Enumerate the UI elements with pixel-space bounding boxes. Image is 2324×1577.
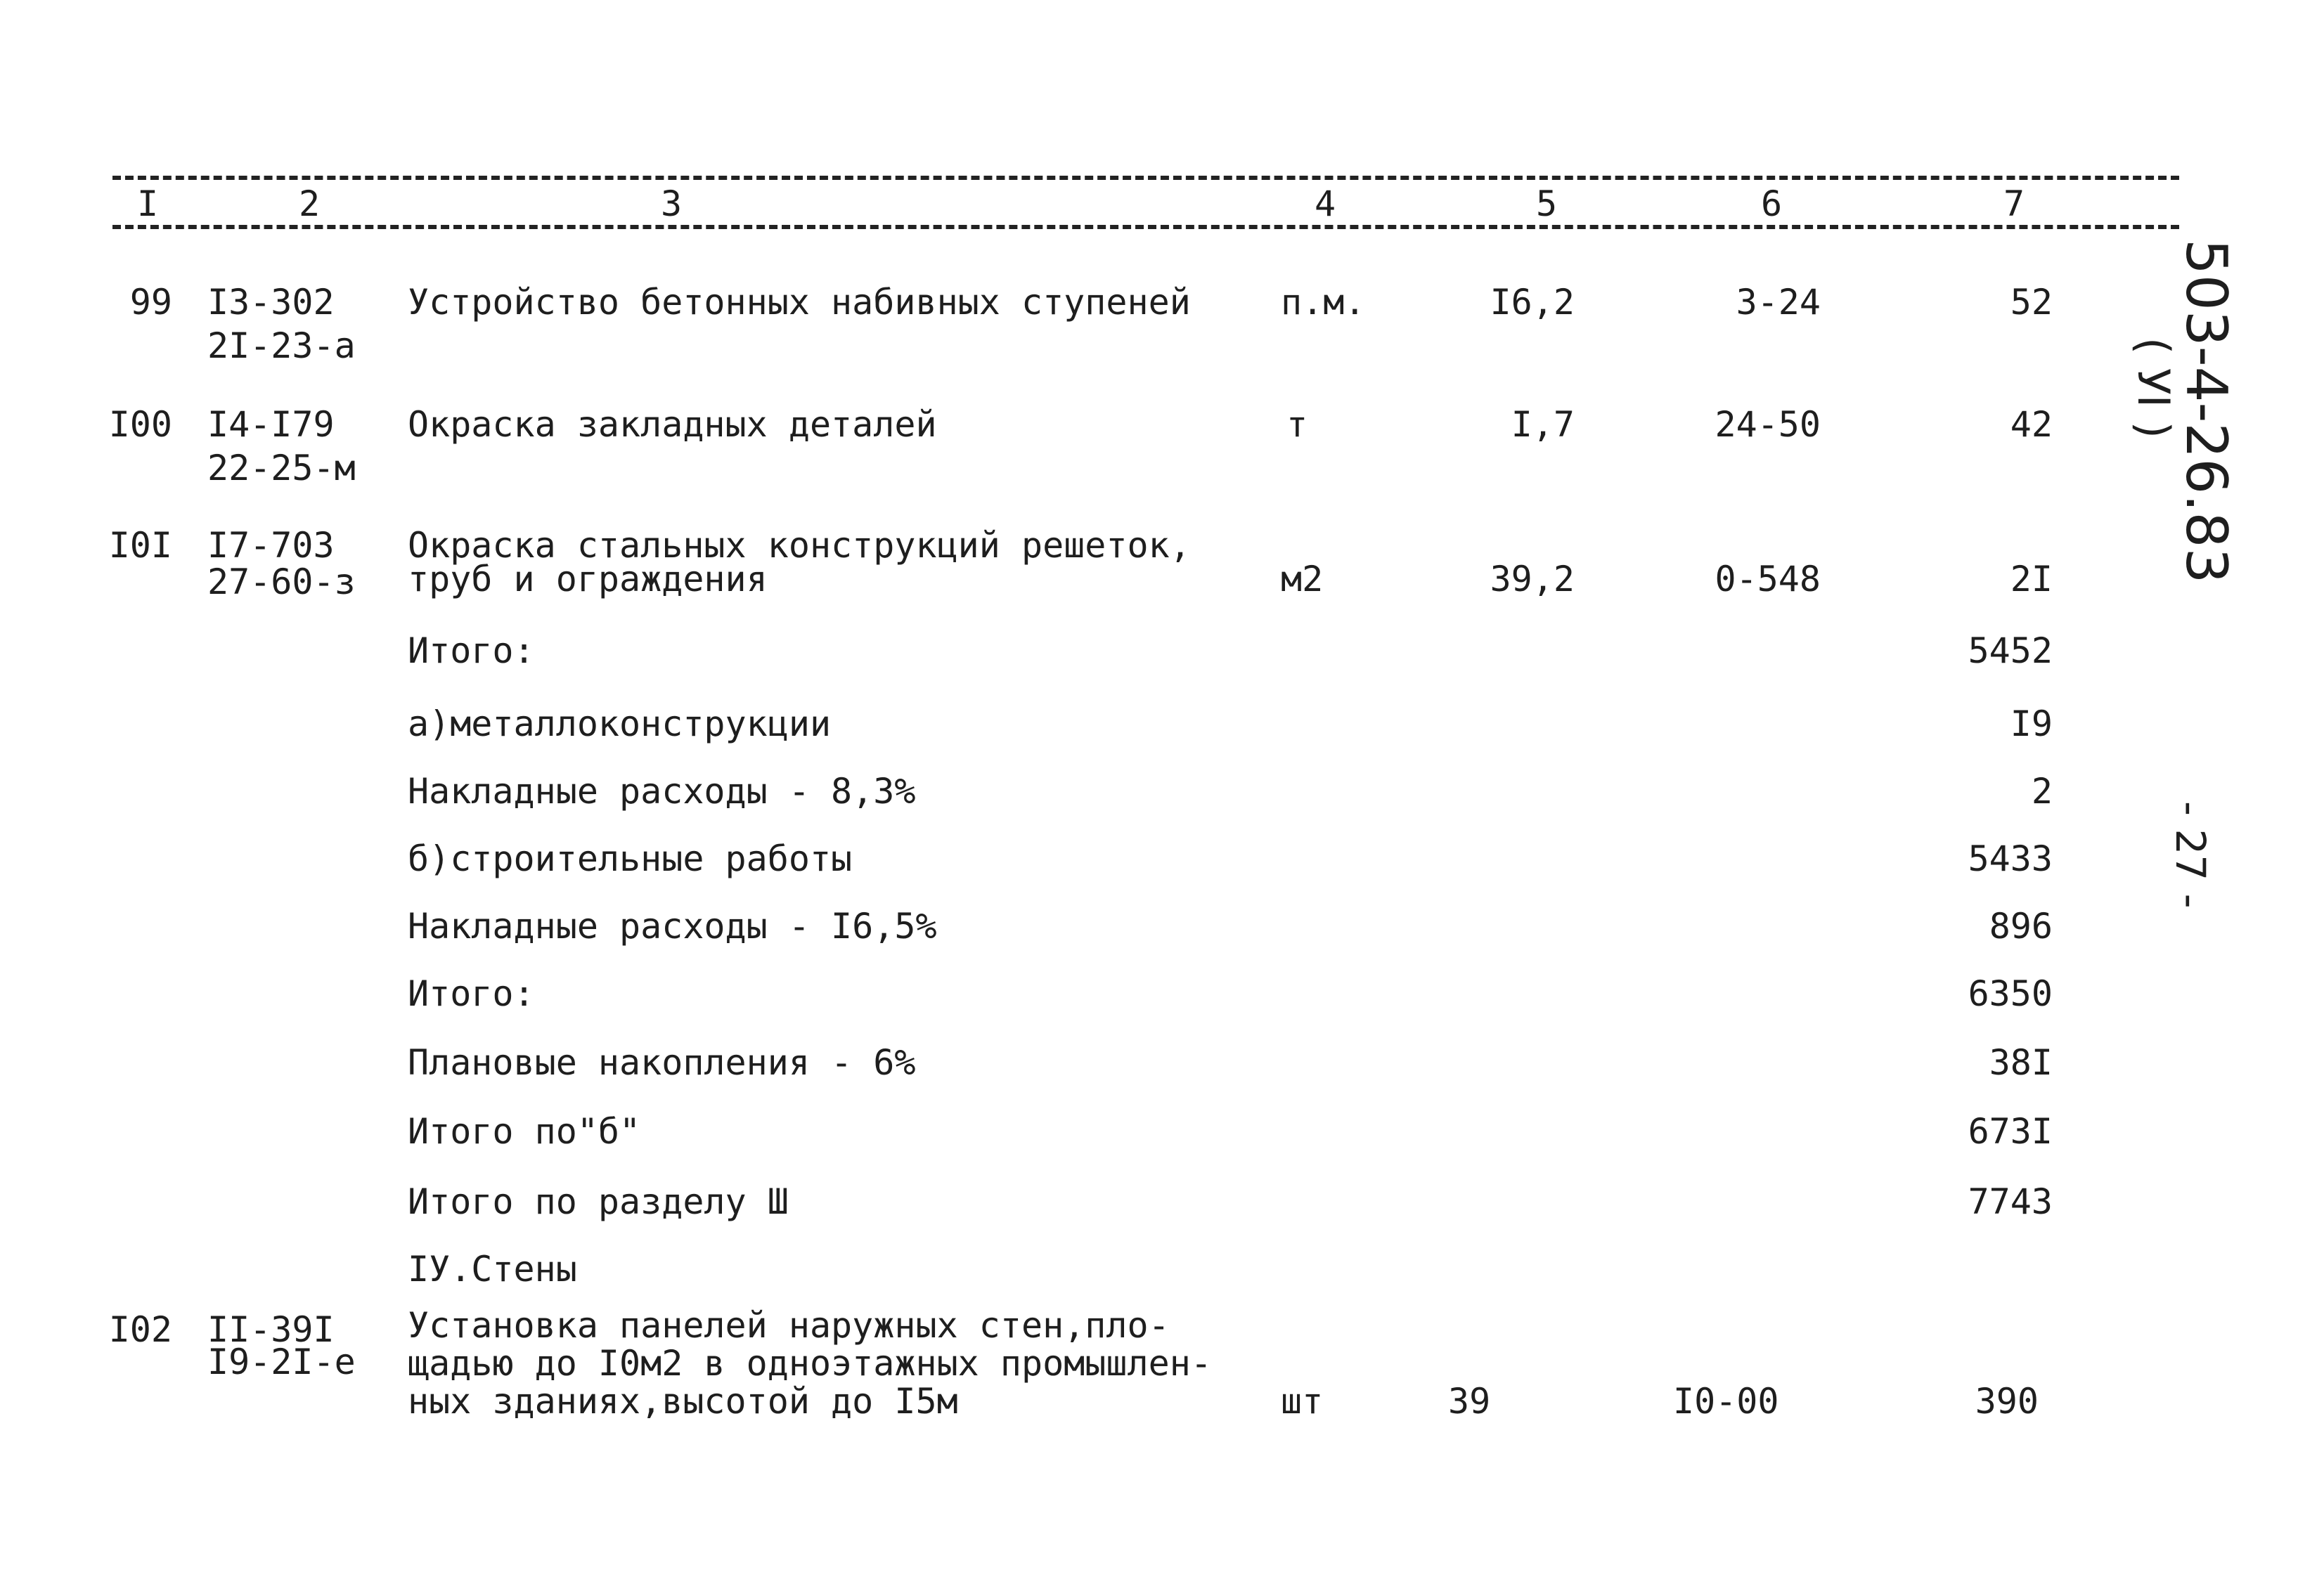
summary-value: 673I xyxy=(1968,1111,2053,1152)
row-code: I3-302 xyxy=(207,282,335,323)
row-quantity: I,7 xyxy=(1511,404,1575,445)
row-number: I0I xyxy=(108,525,172,566)
row-code-2: I9-2I-е xyxy=(207,1342,356,1382)
row-price: 0-548 xyxy=(1715,559,1821,599)
row-description: Устройство бетонных набивных ступеней xyxy=(408,282,1191,323)
page-number: - 27 - xyxy=(2167,801,2214,909)
row-code: II-39I xyxy=(207,1309,335,1350)
summary-value: I9 xyxy=(2010,703,2053,744)
summary-value: 896 xyxy=(1989,906,2053,947)
row-number: 99 xyxy=(129,282,172,323)
row-description: Окраска стальных конструкций решеток, xyxy=(408,525,1191,566)
summary-value: 5433 xyxy=(1968,838,2053,879)
summary-value: 38I xyxy=(1989,1042,2053,1083)
row-description-2: труб и ограждения xyxy=(408,559,768,599)
row-total: 52 xyxy=(2010,282,2053,323)
summary-value: 2 xyxy=(2031,771,2053,812)
row-code: I7-703 xyxy=(207,525,335,566)
summary-value: 5452 xyxy=(1968,630,2053,671)
col-header-5: 5 xyxy=(1536,183,1558,224)
col-header-6: 6 xyxy=(1761,183,1783,224)
row-total: 42 xyxy=(2010,404,2053,445)
header-rule-top xyxy=(112,176,2179,180)
col-header-4: 4 xyxy=(1315,183,1336,224)
summary-label: а)металлоконструкции xyxy=(408,703,832,744)
document-code: 503-4-26.83 xyxy=(2174,239,2239,584)
col-header-2: 2 xyxy=(299,183,321,224)
summary-label: Накладные расходы - I6,5% xyxy=(408,906,937,947)
row-unit: п.м. xyxy=(1281,282,1366,323)
section-title: IУ.Стены xyxy=(408,1249,577,1290)
row-code-2: 22-25-м xyxy=(207,448,356,488)
summary-value: 7743 xyxy=(1968,1181,2053,1222)
row-number: I02 xyxy=(108,1309,172,1350)
row-unit: т xyxy=(1286,404,1308,445)
part-number: ( УI ) xyxy=(2128,337,2179,439)
col-header-3: 3 xyxy=(661,183,683,224)
header-rule-bottom xyxy=(112,225,2179,229)
summary-label: Итого по"б" xyxy=(408,1111,641,1152)
row-quantity: 39,2 xyxy=(1490,559,1575,599)
row-unit: м2 xyxy=(1281,559,1324,599)
row-code-2: 2I-23-a xyxy=(207,325,356,366)
summary-label: Итого: xyxy=(408,630,535,671)
col-header-1: I xyxy=(137,183,159,224)
row-description-3: ных зданиях,высотой до I5м xyxy=(408,1381,958,1422)
row-total: 2I xyxy=(2010,559,2053,599)
summary-label: Накладные расходы - 8,3% xyxy=(408,771,916,812)
row-price: 3-24 xyxy=(1736,282,1821,323)
summary-value: 6350 xyxy=(1968,973,2053,1014)
row-description: Окраска закладных деталей xyxy=(408,404,937,445)
col-header-7: 7 xyxy=(2003,183,2025,224)
row-price: 24-50 xyxy=(1715,404,1821,445)
row-quantity: 39 xyxy=(1448,1381,1491,1422)
row-price: I0-00 xyxy=(1673,1381,1779,1422)
row-code-2: 27-60-з xyxy=(207,562,356,602)
summary-label: Итого по разделу Ш xyxy=(408,1181,789,1222)
summary-label: Итого: xyxy=(408,973,535,1014)
row-unit: шт xyxy=(1281,1381,1324,1422)
summary-label: б)строительные работы xyxy=(408,838,853,879)
row-total: 390 xyxy=(1975,1381,2039,1422)
row-quantity: I6,2 xyxy=(1490,282,1575,323)
row-description-2: щадью до I0м2 в одноэтажных промышлен- xyxy=(408,1343,1212,1384)
summary-label: Плановые накопления - 6% xyxy=(408,1042,916,1083)
row-code: I4-I79 xyxy=(207,404,335,445)
row-number: I00 xyxy=(108,404,172,445)
row-description: Установка панелей наружных стен,пло- xyxy=(408,1305,1170,1346)
